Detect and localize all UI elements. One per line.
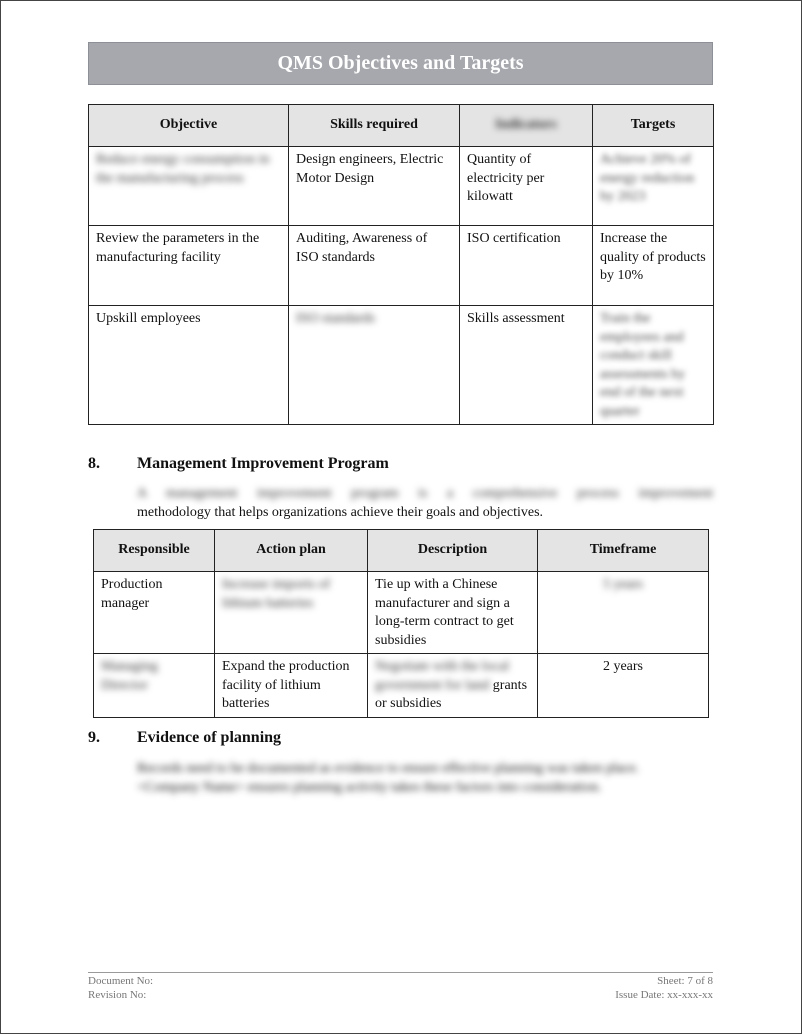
description-text-tail: grants or subsidies [375,677,528,711]
description-cell: Tie up with a Chinese manufacturer and sign a long-term contract to get subsidies [368,572,538,654]
section-8-intro [137,484,713,522]
responsible-text: Managing Director [101,659,158,693]
footer-divider [88,972,713,973]
objective-text: Reduce energy consumption in the manufacturing process [96,152,270,186]
header-timeframe: Timeframe [538,530,709,572]
section-9-heading [0,729,802,751]
section-9-line1: Records need to be documented as evidence to ensure effective planning was taken place. [137,761,639,776]
action-cell: Expand the production facility of lithium batteries [215,654,368,718]
indicator-cell: Skills assessment [460,306,593,425]
table-row [94,654,709,718]
table-row [89,147,714,226]
footer-document-no: Document No: [88,975,154,987]
program-table [93,529,709,718]
section-8-number: 8. [88,455,100,472]
header-action-plan: Action plan [215,530,368,572]
target-text: Train the employees and conduct skill assessments by end of the next quarter [600,311,686,419]
table-row [94,572,709,654]
action-cell [215,572,368,654]
target-text: Achieve 20% of energy reduction by 2023 [600,152,695,204]
header-objective: Objective [89,105,289,147]
footer-sheet: Sheet: 7 of 8 [657,975,713,987]
indicator-cell: Quantity of electricity per kilowatt [460,147,593,226]
header-description: Description [368,530,538,572]
timeframe-cell [538,572,709,654]
description-cell [368,654,538,718]
skills-cell [289,306,460,425]
header-targets: Targets [593,105,714,147]
objective-cell: Review the parameters in the manufacturing facility [89,226,289,306]
section-8-intro-line1: A management improvement program is a comprehensive process improvement [137,486,713,501]
header-responsible: Responsible [94,530,215,572]
section-9-text [137,759,713,797]
skills-cell: Auditing, Awareness of ISO standards [289,226,460,306]
table-row [89,226,714,306]
indicator-cell: ISO certification [460,226,593,306]
table-row [89,306,714,425]
header-indicators [460,105,593,147]
description-text-blurred: Negotiate with the local government for land [375,659,510,693]
footer-issue-date: Issue Date: xx-xxx-xx [615,989,713,1001]
header-indicators-text: Indicators [495,117,557,133]
timeframe-cell: 2 years [538,654,709,718]
skills-text: ISO standards [296,311,375,326]
responsible-cell: Production manager [94,572,215,654]
section-9-number: 9. [88,729,100,746]
responsible-cell [94,654,215,718]
section-9-title: Evidence of planning [137,729,282,746]
section-8-heading [0,455,802,477]
document-title-text: QMS Objectives and Targets [277,52,524,74]
skills-cell: Design engineers, Electric Motor Design [289,147,460,226]
objective-cell: Upskill employees [89,306,289,425]
header-skills: Skills required [289,105,460,147]
timeframe-text: 5 years [602,577,644,592]
target-cell: Increase the quality of products by 10% [593,226,714,306]
action-text: Increase imports of lithium batteries [222,577,331,611]
objective-cell [89,147,289,226]
objectives-table [88,104,714,425]
document-title [88,42,713,85]
program-header-row [94,530,709,572]
target-cell [593,147,714,226]
section-8-title: Management Improvement Program [137,455,389,472]
target-cell [593,306,714,425]
section-9-line2: <Company Name> ensures planning activity takes these factors into consideration. [137,780,602,795]
footer-revision-no: Revision No: [88,989,147,1001]
section-8-intro-line2: methodology that helps organizations achieve their goals and objectives. [137,505,544,520]
objectives-header-row [89,105,714,147]
